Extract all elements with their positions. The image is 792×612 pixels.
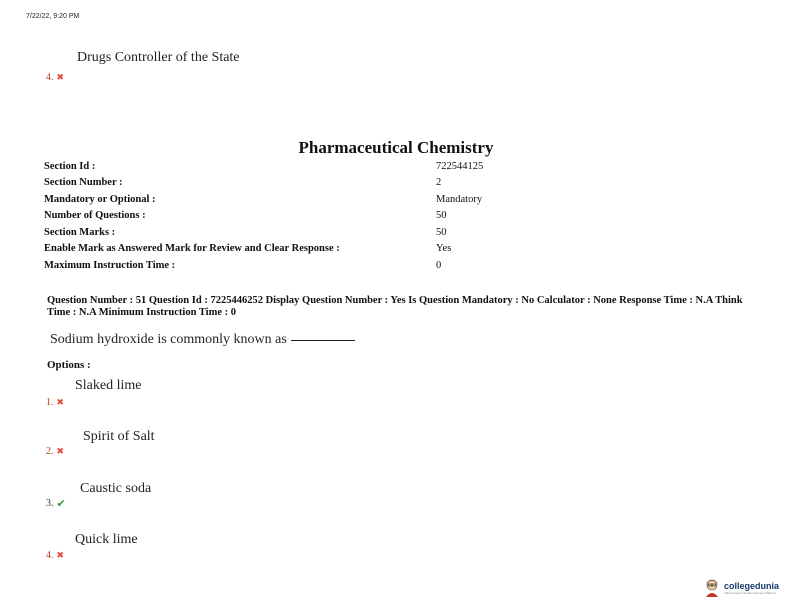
prev-option-text: Drugs Controller of the State [77, 50, 240, 65]
option-2-text: Spirit of Salt [83, 429, 155, 444]
section-number-value: 2 [436, 177, 442, 188]
logo-text-block [724, 581, 779, 595]
collegedunia-logo [703, 578, 779, 598]
option-3-number [46, 497, 66, 510]
options-label: Options : [47, 359, 91, 371]
number-of-questions-label: Number of Questions : [44, 210, 146, 221]
prev-option-number [46, 72, 64, 83]
cross-icon: ✖ [56, 446, 65, 457]
number-of-questions-value: 50 [436, 210, 447, 221]
section-title: Pharmaceutical Chemistry [298, 138, 494, 157]
enable-mark-value: Yes [436, 243, 452, 254]
section-number-label: Section Number : [44, 177, 123, 188]
option-3-number-label: 3. [46, 498, 54, 509]
logo-name: collegedunia [724, 581, 780, 591]
question-text: Sodium hydroxide is commonly known as [50, 332, 287, 347]
option-1-text: Slaked lime [75, 378, 142, 393]
section-marks-value: 50 [436, 227, 447, 238]
option-4-text: Quick lime [75, 532, 138, 547]
question-text-line [50, 332, 355, 348]
cross-icon: ✖ [56, 72, 65, 83]
option-1-number-label: 1. [46, 397, 54, 408]
section-id-label: Section Id : [44, 161, 96, 172]
option-3-text: Caustic soda [80, 481, 152, 496]
logo-tagline: India's largest Student Review Platform [724, 591, 777, 595]
answer-blank [291, 340, 355, 341]
mandatory-value: Mandatory [436, 194, 483, 205]
option-2-number-label: 2. [46, 446, 54, 457]
print-timestamp: 7/22/22, 9:20 PM [26, 13, 80, 20]
question-header: Question Number : 51 Question Id : 7225446252 Display Question Number : Yes Is Question Mandatory : No Calculator : None Response Time : N.A Think Time : N.A Minimum Instruction Time : 0 [47, 295, 743, 318]
mandatory-label: Mandatory or Optional : [44, 194, 156, 205]
max-instruction-time-value: 0 [436, 260, 442, 271]
option-2-number [46, 446, 64, 457]
cross-icon: ✖ [56, 550, 65, 561]
section-marks-label: Section Marks : [44, 227, 116, 238]
option-1-number [46, 397, 64, 408]
collegedunia-mascot-icon [703, 578, 721, 598]
prev-option-number-label: 4. [46, 72, 54, 83]
cross-icon: ✖ [56, 397, 65, 408]
option-4-number [46, 550, 64, 561]
enable-mark-label: Enable Mark as Answered Mark for Review and Clear Response : [44, 243, 340, 254]
check-icon: ✔ [56, 497, 66, 510]
option-4-number-label: 4. [46, 550, 54, 561]
max-instruction-time-label: Maximum Instruction Time : [44, 260, 176, 271]
section-id-value: 722544125 [436, 161, 484, 172]
